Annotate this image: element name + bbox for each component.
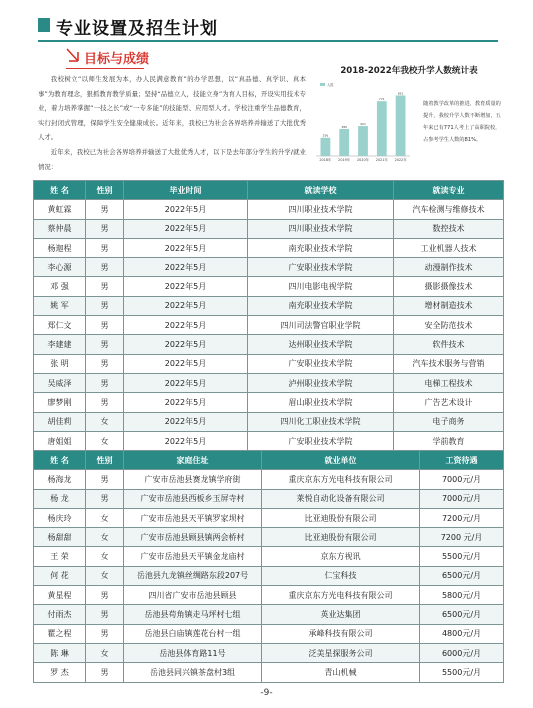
data-label: 771: [378, 96, 385, 101]
table-cell: 泸州职业技术学院: [248, 373, 394, 392]
table-cell: 陈 琳: [34, 643, 86, 662]
table-cell: 5800元/月: [420, 586, 504, 605]
table-cell: 软件技术: [394, 335, 504, 354]
table-cell: 四川职业技术学院: [248, 200, 394, 219]
table-row: [34, 296, 504, 315]
intro-paragraph-1: 我校树立“以师生发展为本，办人民满意教育”的办学思想，以“真品德、真学识、真本事”为教育理念，狠抓教育教学质量；坚持“品德立人，技能立身”为育人目标，开设实用技术专业，着力培养掌握“一技之长”或“一专多能”的技能型、应用型人才。学校注重学生品德教育，实行封闭式管理，保障学生安全健康成长。近年来，我校已为社会各界培养并输送了大批优秀人才。: [38, 75, 306, 142]
column-header: 家庭住址: [124, 451, 262, 470]
table-cell: 女: [86, 643, 124, 662]
table-cell: 4800元/月: [420, 624, 504, 643]
table-cell: 女: [86, 412, 124, 431]
table-cell: 2022年5月: [124, 373, 248, 392]
table-cell: 仁宝科技: [262, 566, 420, 585]
x-tick-label: 2019年: [338, 158, 351, 162]
chart-note: 随着教学改革的推进，教育质量的提升，我校升学人数不断增加，五年来已有771人考上了高职院校，占参考学生人数的81%。: [423, 101, 501, 143]
table-row: [34, 393, 504, 412]
table-cell: 四川化工职业技术学院: [248, 412, 394, 431]
column-header: 性别: [86, 451, 124, 470]
table-cell: 杨海龙: [34, 470, 86, 489]
table-cell: 四川电影电视学院: [248, 277, 394, 296]
table-cell: 何 花: [34, 566, 86, 585]
table-cell: 广安职业技术学院: [248, 354, 394, 373]
table-cell: 汽车技术服务与营销: [394, 354, 504, 373]
table-cell: 京东方视讯: [262, 547, 420, 566]
header-divider: [38, 40, 498, 42]
column-header: 性别: [86, 181, 124, 200]
table-cell: 5500元/月: [420, 547, 504, 566]
table-cell: 2022年5月: [124, 354, 248, 373]
table-cell: 男: [86, 219, 124, 238]
table-cell: 比亚迪股份有限公司: [262, 528, 420, 547]
table-cell: 付雨杰: [34, 605, 86, 624]
column-header: 就业单位: [262, 451, 420, 470]
table-row: [34, 624, 504, 643]
table-cell: 郑仁文: [34, 316, 86, 335]
table-row: [34, 200, 504, 219]
legend-swatch: [320, 83, 325, 86]
table-cell: 2022年5月: [124, 393, 248, 412]
column-header: 毕业时间: [124, 181, 248, 200]
header-square-icon: [38, 18, 50, 32]
table-cell: 青山机械: [262, 663, 420, 682]
table-cell: 6500元/月: [420, 605, 504, 624]
table-cell: 岳池县同兴镇茶盘村3组: [124, 663, 262, 682]
table-cell: 岳池县体育路11号: [124, 643, 262, 662]
table-cell: 岳池县九龙镇丝绸路东段207号: [124, 566, 262, 585]
table-cell: 广安市岳池县顾县镇两会桥村: [124, 528, 262, 547]
table-cell: 四川职业技术学院: [248, 219, 394, 238]
table-row: [34, 431, 504, 450]
arrow-down-right-icon: [66, 48, 80, 64]
x-tick-label: 2020年: [356, 158, 370, 162]
table-cell: 男: [86, 393, 124, 412]
table-cell: 动漫制作技术: [394, 258, 504, 277]
table-cell: 2022年5月: [124, 335, 248, 354]
table-cell: 7000元/月: [420, 470, 504, 489]
table-cell: 李心源: [34, 258, 86, 277]
employment-table: [33, 450, 504, 683]
table-cell: 廖梦刚: [34, 393, 86, 412]
table-row: [34, 586, 504, 605]
table-cell: 摄影摄像技术: [394, 277, 504, 296]
table-cell: 2022年5月: [124, 277, 248, 296]
x-tick-label: 2021年: [375, 158, 388, 162]
table-cell: 姚 军: [34, 296, 86, 315]
table-cell: 男: [86, 624, 124, 643]
table-cell: 增材制造技术: [394, 296, 504, 315]
table-cell: 2022年5月: [124, 258, 248, 277]
table-row: [34, 412, 504, 431]
table-cell: 学前教育: [394, 431, 504, 450]
table-cell: 2022年5月: [124, 296, 248, 315]
table-cell: 广告艺术设计: [394, 393, 504, 412]
table-cell: 英业达集团: [262, 605, 420, 624]
table-cell: 杨迦程: [34, 238, 86, 257]
table-row: [34, 258, 504, 277]
table-row: [34, 643, 504, 662]
table-cell: 邓 强: [34, 277, 86, 296]
table-cell: 2022年5月: [124, 412, 248, 431]
table-cell: 工业机器人技术: [394, 238, 504, 257]
table-cell: 泛美星探服务公司: [262, 643, 420, 662]
column-header: 工资待遇: [420, 451, 504, 470]
table-cell: 岳池县白庙镇莲花台村一组: [124, 624, 262, 643]
table-cell: 南充职业技术学院: [248, 296, 394, 315]
table-cell: 男: [86, 373, 124, 392]
column-header: 就读专业: [394, 181, 504, 200]
table-row: [34, 528, 504, 547]
table-cell: 男: [86, 238, 124, 257]
table-cell: 女: [86, 547, 124, 566]
table-row: [34, 547, 504, 566]
page-title: 专业设置及招生计划: [56, 19, 218, 39]
x-tick-label: 2022年: [394, 158, 407, 162]
table-cell: 女: [86, 566, 124, 585]
table-cell: 2022年5月: [124, 238, 248, 257]
table-cell: 5500元/月: [420, 663, 504, 682]
table-cell: 眉山职业技术学院: [248, 393, 394, 412]
table-cell: 7200 元/月: [420, 528, 504, 547]
table-cell: 广安市岳池县西板乡玉屏寺村: [124, 489, 262, 508]
column-header: 姓 名: [34, 181, 86, 200]
table-cell: 黄虹霖: [34, 200, 86, 219]
table-cell: 2022年5月: [124, 219, 248, 238]
section-underline: [66, 68, 144, 69]
table-cell: 杨 龙: [34, 489, 86, 508]
table-cell: 女: [86, 508, 124, 527]
chart-title: 2018-2022年我校升学人数统计表: [340, 66, 478, 76]
table-row: [34, 354, 504, 373]
intro-text: [38, 72, 306, 174]
table-row: [34, 335, 504, 354]
table-cell: 达州职业技术学院: [248, 335, 394, 354]
table-cell: 南充职业技术学院: [248, 238, 394, 257]
table-cell: 男: [86, 258, 124, 277]
table-row: [34, 238, 504, 257]
table-cell: 四川省广安市岳池县顾县: [124, 586, 262, 605]
table-cell: 比亚迪股份有限公司: [262, 508, 420, 527]
page-header: [38, 14, 498, 42]
table-row: [34, 219, 504, 238]
employment-table-header: [34, 451, 504, 470]
table-cell: 莱悦自动化设备有限公司: [262, 489, 420, 508]
table-row: [34, 508, 504, 527]
table-cell: 女: [86, 528, 124, 547]
table-cell: 2022年5月: [124, 316, 248, 335]
table-cell: 男: [86, 296, 124, 315]
bar: [321, 138, 331, 156]
table-row: [34, 566, 504, 585]
table-cell: 7200元/月: [420, 508, 504, 527]
table-cell: 蔡仲晨: [34, 219, 86, 238]
bar: [358, 126, 368, 156]
table-cell: 杨甜甜: [34, 528, 86, 547]
table-cell: 唐姐姐: [34, 431, 86, 450]
data-label: 256: [322, 133, 329, 138]
table-cell: 黄星程: [34, 586, 86, 605]
table-cell: 2022年5月: [124, 431, 248, 450]
data-label: 421: [360, 121, 366, 126]
table-cell: 男: [86, 489, 124, 508]
table-cell: 男: [86, 605, 124, 624]
table-cell: 2022年5月: [124, 200, 248, 219]
table-cell: 广安市岳池县赛龙镇学府街: [124, 470, 262, 489]
table-cell: 罗 杰: [34, 663, 86, 682]
table-cell: 男: [86, 335, 124, 354]
table-cell: 汽车检测与维修技术: [394, 200, 504, 219]
table-cell: 安全防范技术: [394, 316, 504, 335]
table-cell: 男: [86, 586, 124, 605]
education-table: [33, 180, 504, 451]
table-cell: 承峰科技有限公司: [262, 624, 420, 643]
table-cell: 男: [86, 200, 124, 219]
table-cell: 吴威泽: [34, 373, 86, 392]
table-row: [34, 470, 504, 489]
bar: [377, 101, 387, 156]
table-cell: 胡佳莉: [34, 412, 86, 431]
table-cell: 广安职业技术学院: [248, 431, 394, 450]
education-table-header: [34, 181, 504, 200]
table-cell: 电梯工程技术: [394, 373, 504, 392]
table-cell: 男: [86, 277, 124, 296]
table-cell: 6500元/月: [420, 566, 504, 585]
table-cell: 男: [86, 316, 124, 335]
section-title: 目标与成绩: [84, 52, 150, 67]
table-cell: 重庆京东方光电科技有限公司: [262, 586, 420, 605]
table-cell: 广安职业技术学院: [248, 258, 394, 277]
table-cell: 7000元/月: [420, 489, 504, 508]
table-row: [34, 489, 504, 508]
table-cell: 广安市岳池县天平镇金龙庙村: [124, 547, 262, 566]
page-number: -9-: [260, 688, 273, 698]
data-label: 380: [341, 124, 348, 129]
x-tick-label: 2018年: [319, 158, 332, 162]
table-cell: 男: [86, 354, 124, 373]
table-cell: 6000元/月: [420, 643, 504, 662]
bar: [396, 95, 406, 156]
column-header: 就读学校: [248, 181, 394, 200]
table-cell: 女: [86, 431, 124, 450]
table-cell: 四川司法警官职业学院: [248, 316, 394, 335]
table-row: [34, 277, 504, 296]
legend-label: 人数: [327, 83, 334, 87]
table-cell: 杨庆玲: [34, 508, 86, 527]
table-row: [34, 605, 504, 624]
table-cell: 瞿之程: [34, 624, 86, 643]
table-cell: 重庆京东方光电科技有限公司: [262, 470, 420, 489]
column-header: 姓 名: [34, 451, 86, 470]
table-cell: 广安市岳池县天平镇罗家坝村: [124, 508, 262, 527]
table-cell: 张 明: [34, 354, 86, 373]
table-cell: 岳池县苟角镇走马坪村七组: [124, 605, 262, 624]
intro-paragraph-2: 近年来，我校已为社会各界培养并输送了大批优秀人才，以下是去年部分学生的升学/就业情况：: [38, 147, 306, 171]
table-cell: 数控技术: [394, 219, 504, 238]
table-cell: 李建建: [34, 335, 86, 354]
data-label: 851: [397, 91, 404, 96]
table-row: [34, 373, 504, 392]
bar: [339, 129, 349, 156]
table-cell: 王 荣: [34, 547, 86, 566]
table-cell: 男: [86, 470, 124, 489]
table-cell: 电子商务: [394, 412, 504, 431]
bar-chart: [314, 80, 412, 170]
table-cell: 男: [86, 663, 124, 682]
table-row: [34, 663, 504, 682]
table-row: [34, 316, 504, 335]
